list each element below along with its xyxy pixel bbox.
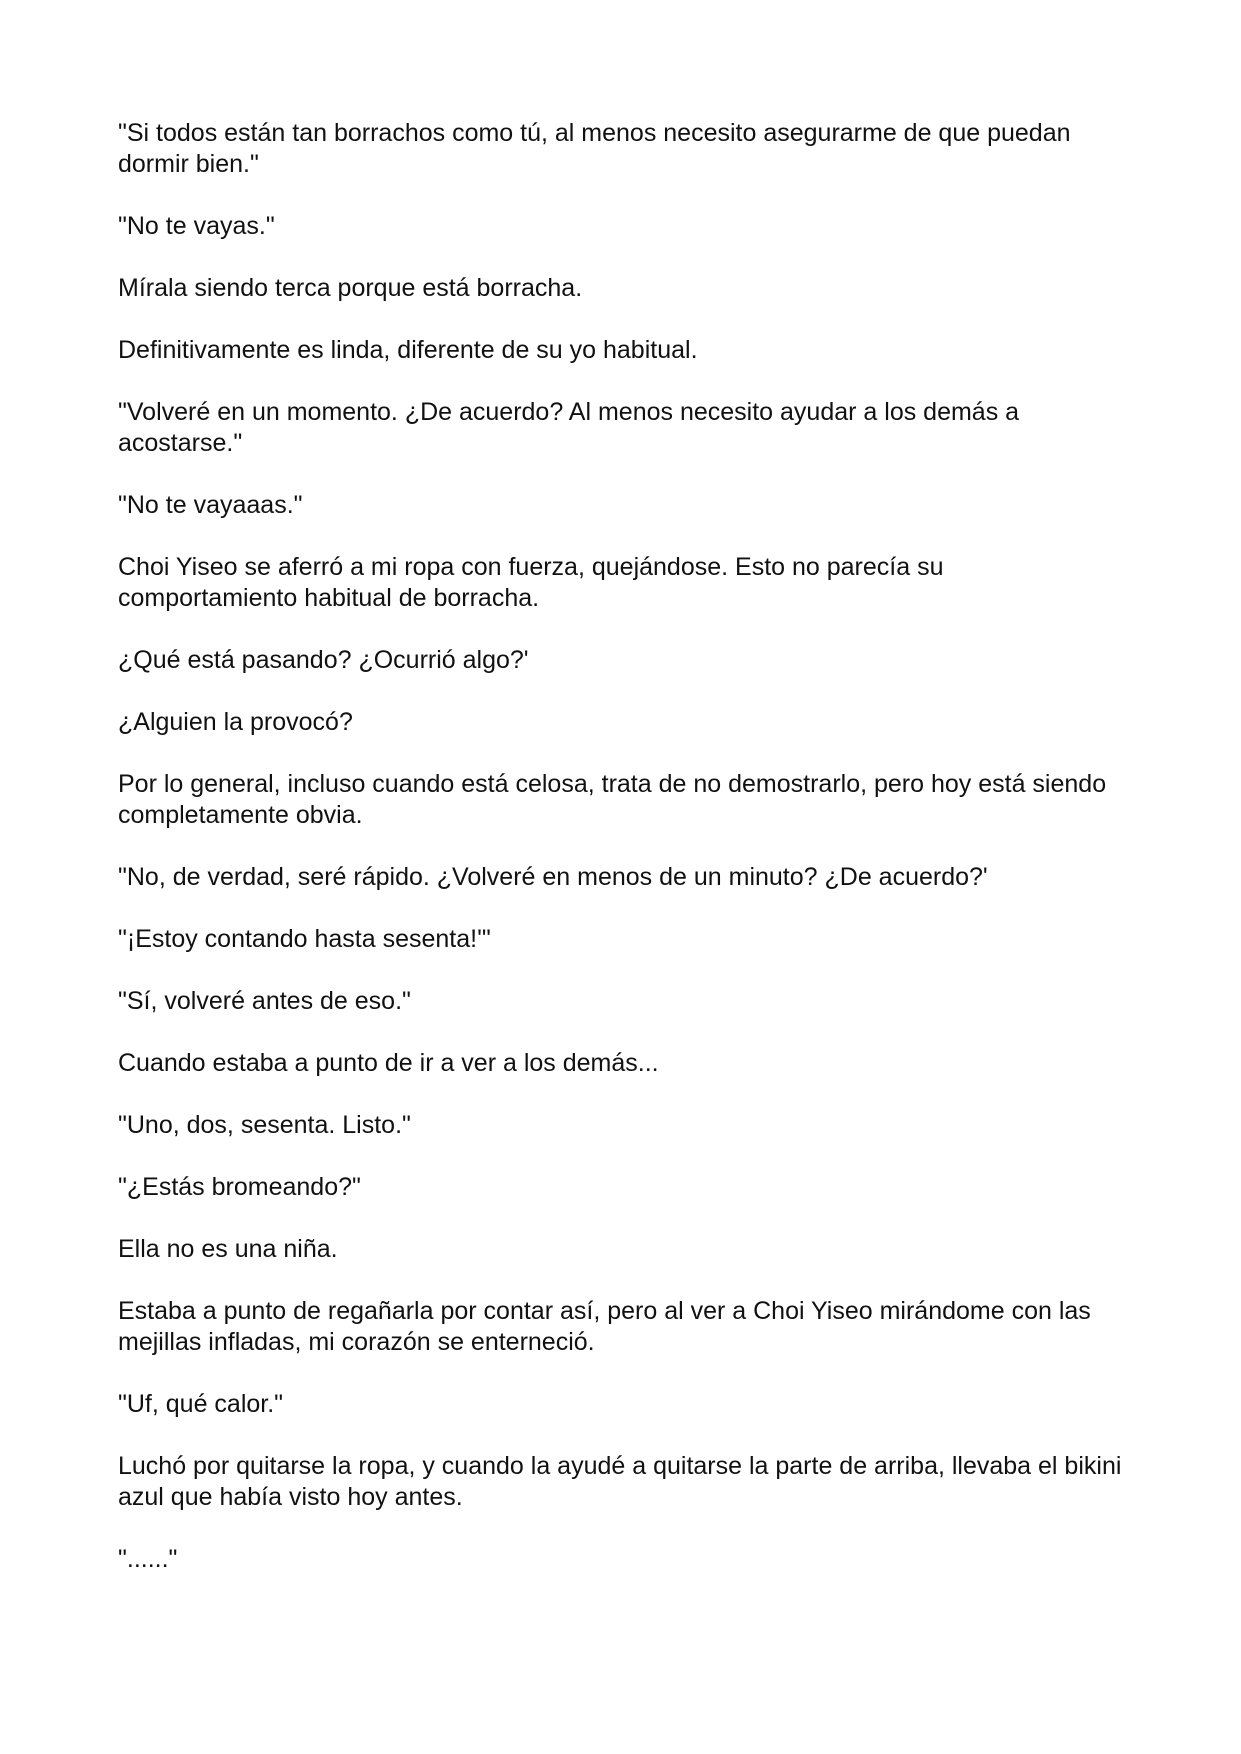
paragraph: "Volveré en un momento. ¿De acuerdo? Al menos necesito ayudar a los demás a acostarse." bbox=[118, 398, 1020, 457]
paragraph: ¿Qué está pasando? ¿Ocurrió algo?' bbox=[118, 646, 529, 674]
paragraph: Estaba a punto de regañarla por contar así, pero al ver a Choi Yiseo mirándome con las mejillas infladas, mi corazón se enterneció. bbox=[118, 1297, 1091, 1356]
paragraph: Choi Yiseo se aferró a mi ropa con fuerza, quejándose. Esto no parecía su comportamiento habitual de borracha. bbox=[118, 553, 944, 612]
paragraph: "Uf, qué calor." bbox=[118, 1390, 284, 1418]
paragraph: Mírala siendo terca porque está borracha. bbox=[118, 274, 583, 302]
paragraph: "Sí, volveré antes de eso." bbox=[118, 987, 411, 1015]
paragraph: Luchó por quitarse la ropa, y cuando la ayudé a quitarse la parte de arriba, llevaba el bikini azul que había visto hoy antes. bbox=[118, 1452, 1122, 1511]
paragraph: "¿Estás bromeando?" bbox=[118, 1173, 361, 1201]
paragraph: "Si todos están tan borrachos como tú, al menos necesito asegurarme de que puedan dormir bien." bbox=[118, 119, 1071, 178]
document-body bbox=[118, 118, 1128, 1606]
paragraph: Definitivamente es linda, diferente de su yo habitual. bbox=[118, 336, 698, 364]
paragraph: ¿Alguien la provocó? bbox=[118, 708, 353, 736]
paragraph: "No te vayas." bbox=[118, 212, 275, 240]
paragraph: "No te vayaaas." bbox=[118, 491, 303, 519]
paragraph: Ella no es una niña. bbox=[118, 1235, 338, 1263]
paragraph: Por lo general, incluso cuando está celosa, trata de no demostrarlo, pero hoy está siendo completamente obvia. bbox=[118, 770, 1107, 829]
paragraph: Cuando estaba a punto de ir a ver a los demás... bbox=[118, 1049, 659, 1077]
paragraph: "No, de verdad, seré rápido. ¿Volveré en menos de un minuto? ¿De acuerdo?' bbox=[118, 863, 988, 891]
paragraph: "Uno, dos, sesenta. Listo." bbox=[118, 1111, 411, 1139]
paragraph: "......" bbox=[118, 1545, 178, 1573]
paragraph: "¡Estoy contando hasta sesenta!'" bbox=[118, 925, 491, 953]
